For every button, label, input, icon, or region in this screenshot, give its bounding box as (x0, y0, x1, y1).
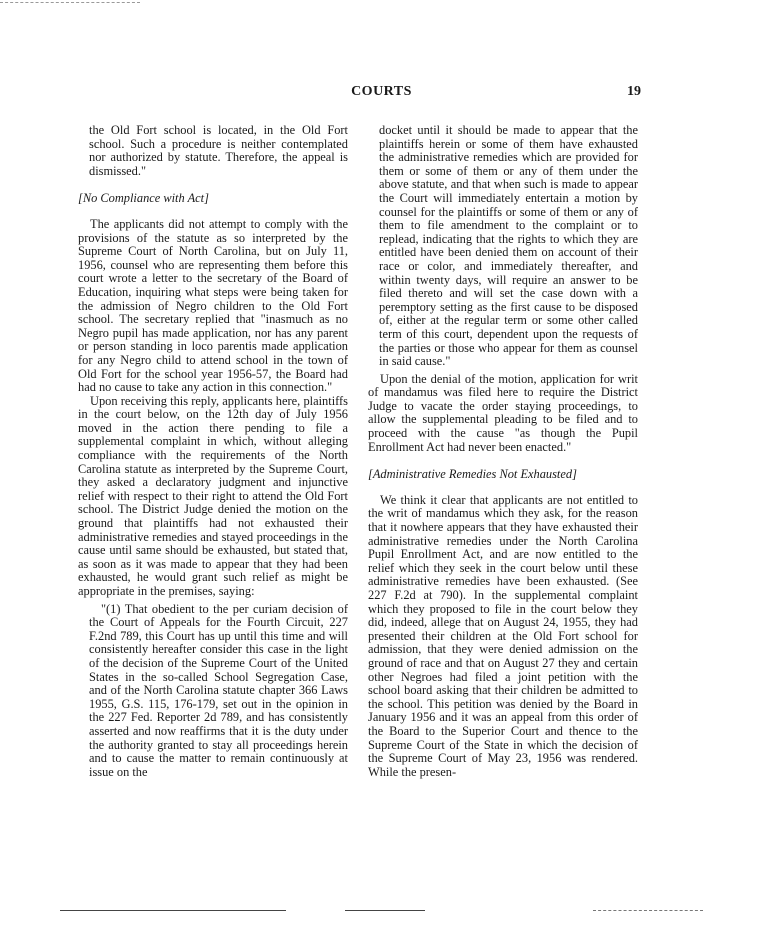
section-heading-no-compliance: [No Compliance with Act] (78, 191, 209, 206)
opening-quote: the Old Fort school is located, in the Old Fort school. Such a procedure is neither contemplated nor authorized by statute. Therefore, the appeal is dismissed." (89, 123, 348, 178)
block-quote-continued: docket until it should be made to appear that the plaintiffs herein or some of them have exhausted the administrative remedies which are provided for them or some of them or any of them under the above statute, and that when such is made to appear the Court will immediately entertain a motion by counsel for the plaintiffs or some of them or any of them to file amendment to the complaint or to replead, indicating that the rights to which they are entitled have been denied them on account of their race or color, and immediately thereafter, and within twenty days, will require an answer to be filed thereto and will set the case down with a peremptory setting as the first cause to be disposed of, either at the regular term or some other called term of this court, dependent upon the requests of the parties or those who appear for them as counsel in said cause." (379, 123, 638, 369)
top-dashed-rule (0, 2, 140, 3)
paragraph: Upon the denial of the motion, application for writ of mandamus was filed here to require the District Judge to vacate the order staying proceedings, to allow the supplemental pleading to be filed and to proceed with the cause "as though the Pupil Enrollment Act had never been enacted." (368, 371, 638, 454)
bottom-rule (345, 910, 425, 911)
page-number: 19 (627, 84, 641, 99)
left-column (78, 124, 348, 779)
running-header-title: COURTS (351, 84, 412, 99)
paragraph: The applicants did not attempt to comply with the provisions of the statute as so interpreted by the Supreme Court of North Carolina, but on July 11, 1956, counsel who are representing them before this court wrote a letter to the secretary of the Board of Education, inquiring what steps were being taken for the admission of Negro children to the Old Fort school. The secretary replied that "inasmuch as no Negro pupil has made application, nor has any parent or person standing in loco parentis made application for any Negro child to attend school in the town of Old Fort for the school year 1956-57, the Board had had no cause to take any action in this connection." (78, 216, 348, 395)
right-column (368, 124, 638, 779)
block-quote: "(1) That obedient to the per curiam decision of the Court of Appeals for the Fourth Circuit, 227 F.2nd 789, this Court has up until this time and will consistently hereafter consider this case in the light of the decision of the Supreme Court of the United States in the so-called School Segregation Case, and of the North Carolina statute chapter 366 Laws 1955, G.S. 115, 176-179, set out in the opinion in the 227 Fed. Reporter 2d 789, and has consistently asserted and now reaffirms that it is the duty under the authority granted to stay all proceedings herein and to cause the matter to remain continuously at issue on the (89, 601, 348, 779)
paragraph: Upon receiving this reply, applicants here, plaintiffs in the court below, on the 12th day of July 1956 moved in the action there pending to file a supplemental complaint in which, without alleging compliance with the requirements of the North Carolina statute as interpreted by the Supreme Court, they asked a declaratory judgment and injunctive relief with respect to their right to attend the Old Fort school. The District Judge denied the motion on the ground that plaintiffs had not exhausted their administrative remedies and stayed proceedings in the cause until same should be exhausted, but stated that, as soon as it was made to appear that they had been exhausted, he would grant such relief as might be appropriate in the premises, saying: (78, 393, 348, 598)
bottom-rule (593, 910, 703, 911)
paragraph: We think it clear that applicants are not entitled to the writ of mandamus which they ask, for the reason that it nowhere appears that they have exhausted their administrative remedies under the North Carolina Pupil Enrollment Act, and are now entitled to the relief which they seek in the court below until these administrative remedies have been exhausted. (See 227 F.2d at 790). In the supplemental complaint which they proposed to file in the court below they did, indeed, allege that on August 24, 1955, they had presented their children at the Old Fort school for admission, that they were denied admission on the ground of race and that on August 27 they and certain other Negroes had filed a joint petition with the school board asking that their children be admitted to the school. This petition was denied by the Board in January 1956 and it was an appeal from this order of the Board to the Superior Court and thence to the Supreme Court of the State in which the decision of the Supreme Court of May 23, 1956 was rendered. While the presen- (368, 492, 638, 779)
section-heading-remedies: [Administrative Remedies Not Exhausted] (368, 467, 577, 482)
bottom-rule (60, 910, 286, 911)
